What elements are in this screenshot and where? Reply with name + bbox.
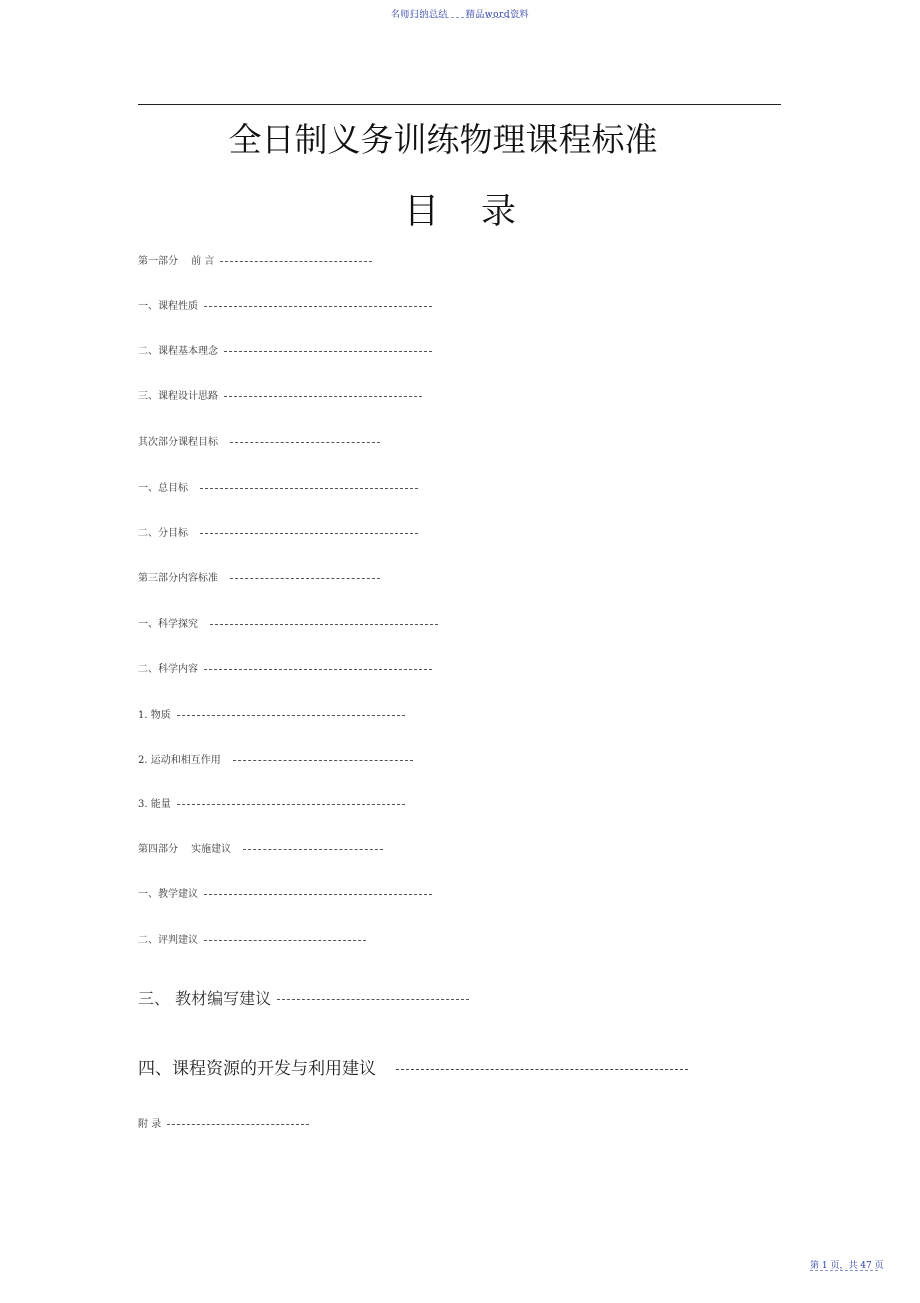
toc-leader (204, 894, 432, 895)
toc-leader (396, 1069, 688, 1070)
header-dash-line (405, 17, 520, 18)
header-note-left: 名师归纳总结 (390, 10, 448, 20)
toc-entry-appendix[interactable] (138, 1118, 309, 1132)
toc-heading-left: 目 (403, 192, 439, 232)
header-note-right: 精品word资料 (465, 10, 530, 20)
footer-dash-line (810, 1270, 878, 1271)
toc-entry-label: 一、课程性质 (138, 301, 198, 312)
toc-leader (230, 442, 380, 443)
toc-entry-label: 3. 能量 (138, 799, 171, 810)
toc-leader (210, 624, 438, 625)
toc-entry-motion-interaction[interactable] (138, 754, 413, 768)
toc-leader (243, 849, 383, 850)
toc-leader (220, 261, 372, 262)
toc-entry-basic-concepts[interactable] (138, 345, 432, 359)
toc-entry-label: 三、课程设计思路 (138, 391, 218, 402)
toc-leader (230, 578, 380, 579)
toc-entry-scientific-inquiry[interactable] (138, 618, 438, 632)
toc-entry-teaching-suggestions[interactable] (138, 888, 432, 902)
toc-entry-matter[interactable] (138, 709, 405, 723)
toc-entry-label: 一、总目标 (138, 483, 188, 494)
document-title: 全日制义务训练物理课程标准 (228, 120, 658, 159)
toc-leader (224, 396, 422, 397)
toc-leader (277, 999, 469, 1000)
top-rule (138, 104, 781, 105)
toc-entry-label: 其次部分课程目标 (138, 437, 218, 448)
toc-entry-label: 二、评判建议 (138, 935, 198, 946)
toc-entry-evaluation-suggestions[interactable] (138, 934, 366, 948)
toc-leader (177, 715, 405, 716)
toc-entry-part-three-standards[interactable] (138, 572, 380, 586)
toc-entry-label: 二、科学内容 (138, 664, 198, 675)
toc-leader (204, 669, 432, 670)
toc-leader (233, 760, 413, 761)
toc-entry-label: 四、课程资源的开发与利用建议 (138, 1059, 376, 1079)
toc-entry-design-ideas[interactable] (138, 390, 422, 404)
toc-entry-label: 附 录 (138, 1119, 162, 1130)
toc-leader (204, 940, 366, 941)
toc-leader (177, 804, 405, 805)
toc-entry-label: 三、 教材编写建议 (138, 989, 272, 1008)
toc-entry-resource-development[interactable] (138, 1058, 688, 1080)
toc-entry-label: 2. 运动和相互作用 (138, 755, 221, 766)
toc-leader (200, 533, 418, 534)
toc-entry-part-two-goals[interactable] (138, 436, 380, 450)
toc-entry-label: 第一部分 前 言 (138, 256, 215, 267)
toc-entry-label: 二、分目标 (138, 528, 188, 539)
toc-entry-course-nature[interactable] (138, 300, 432, 314)
toc-entry-part-four-implementation[interactable] (138, 843, 383, 857)
toc-leader (224, 351, 432, 352)
toc-entry-label: 二、课程基本理念 (138, 346, 218, 357)
toc-entry-label: 第三部分内容标准 (138, 573, 218, 584)
toc-entry-label: 第四部分 实施建议 (138, 844, 232, 855)
toc-entry-preface[interactable] (138, 255, 372, 269)
toc-leader (167, 1124, 309, 1125)
toc-entry-label: 一、科学探究 (138, 619, 198, 630)
header-watermark-note (0, 7, 920, 20)
page-number-label: 第 1 页，共 47 页 (810, 1261, 884, 1271)
toc-entry-energy[interactable] (138, 798, 405, 812)
toc-entry-sub-goals[interactable] (138, 527, 418, 541)
toc-heading-right: 录 (481, 192, 517, 232)
toc-heading (0, 184, 920, 234)
toc-entry-textbook-writing[interactable] (138, 988, 469, 1010)
toc-entry-overall-goal[interactable] (138, 482, 418, 496)
toc-leader (204, 306, 432, 307)
toc-entry-label: 一、教学建议 (138, 889, 198, 900)
toc-leader (200, 488, 418, 489)
toc-entry-scientific-content[interactable] (138, 663, 432, 677)
toc-entry-label: 1. 物质 (138, 710, 171, 721)
